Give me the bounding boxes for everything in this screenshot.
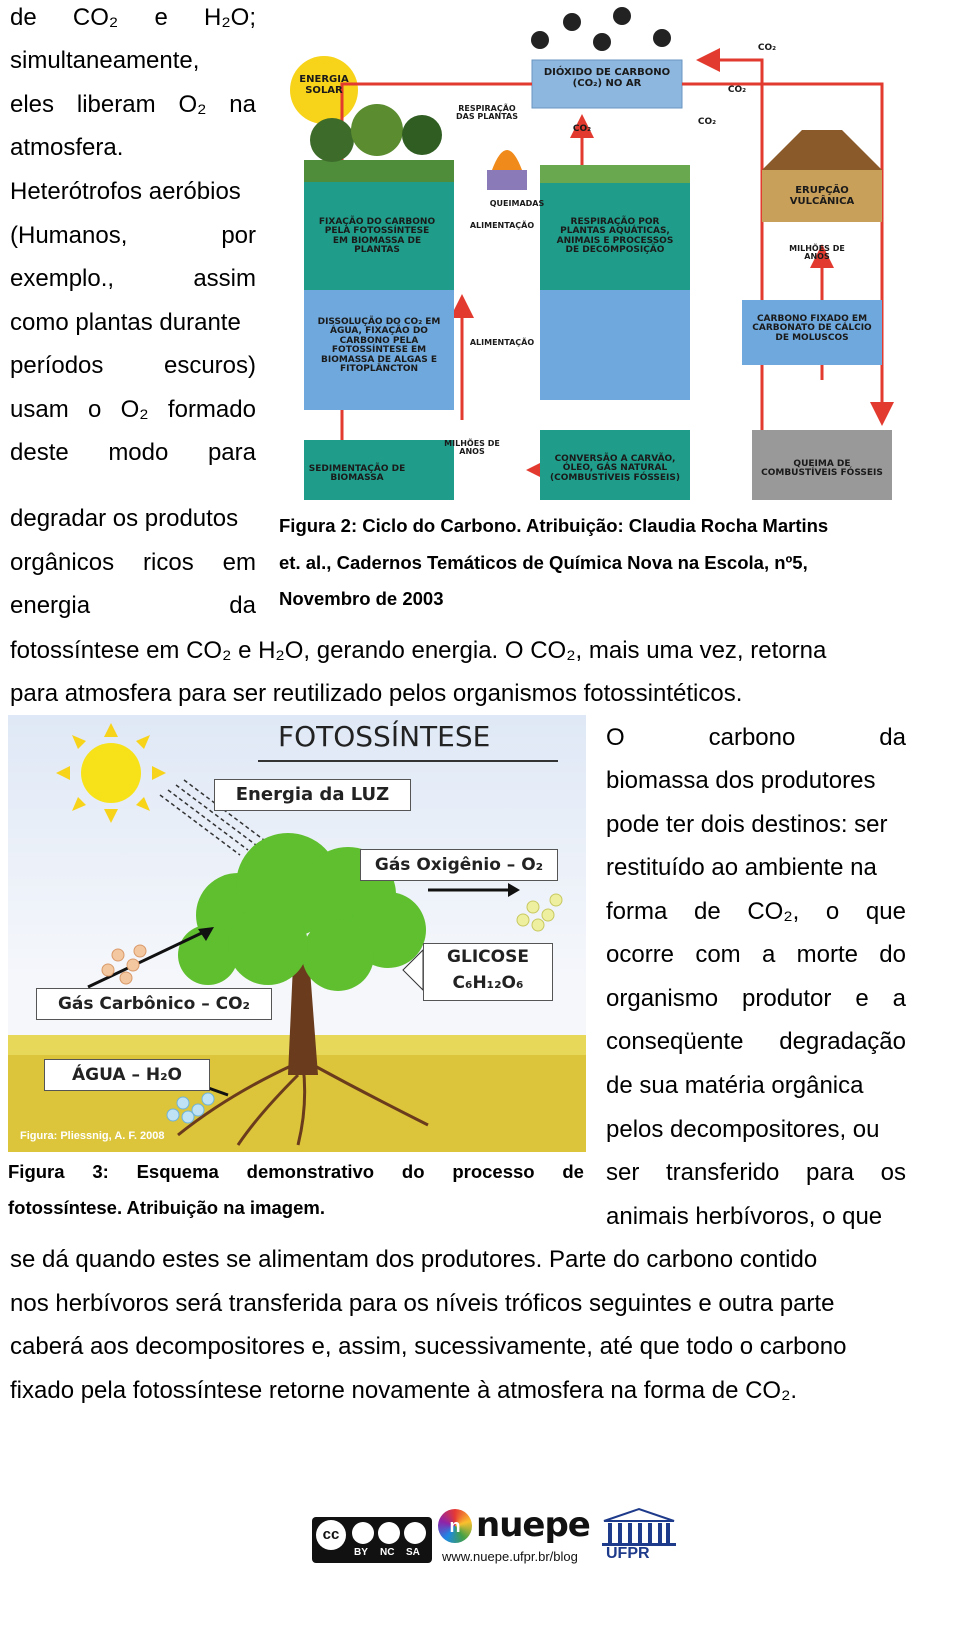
word: Heterótrofos aeróbios [10,178,241,205]
label-carbono-fixado: CARBONO FIXADO EM CARBONATO DE CÁLCIO DE MOLUSCOS [752,314,872,343]
figure3-credit: Figura: Pliessnig, A. F. 2008 [20,1130,165,1142]
word: orgânicos [10,549,115,576]
word: na [229,91,256,118]
word: liberam [76,91,156,118]
word: transferido [665,1159,780,1186]
word: H₂O; [204,4,256,31]
label-erupcao: ERUPÇÃO VULCÂNICA [789,185,855,207]
nc-badge: NC [380,1547,395,1558]
text-line [10,4,256,32]
caption-word: 3: [92,1161,109,1182]
word: CO₂ [72,4,119,31]
text-line [606,811,888,839]
word: o [87,396,102,423]
caption-word: do [401,1161,425,1182]
text-line [606,1072,863,1100]
text-line [606,898,906,926]
word: O₂ [120,396,149,423]
nuepe-logo [438,1505,598,1565]
text-line [10,265,256,293]
caption-word: de [562,1161,584,1182]
figure3-caption-line1 [8,1161,584,1183]
word: eles [10,91,55,118]
figure3-caption-line2: fotossíntese. Atribuição na imagem. [8,1197,325,1218]
text-line [10,439,256,467]
fire-icon [492,150,522,170]
text-line [606,1116,880,1144]
word: animais herbívoros, o que [606,1203,883,1230]
word: assim [193,265,256,292]
word: deste [10,439,69,466]
word: O₂ [178,91,207,118]
text-line [606,854,877,882]
word: para [805,1159,854,1186]
label-agua: ÁGUA – H₂O [44,1059,210,1091]
word: de [693,898,721,925]
text-line [606,767,875,795]
glicose-formula: C₆H₁₂O₆ [452,973,524,993]
word: modo [108,439,169,466]
word: ocorre [606,941,675,968]
label-dioxido: DIÓXIDO DE CARBONO (CO₂) NO AR [543,67,671,89]
word: produtor [742,985,832,1012]
word: simultaneamente, [10,47,200,74]
label-energia-luz: Energia da LUZ [214,779,411,811]
text-line [606,1203,882,1231]
label-co2-d: CO₂ [697,117,717,127]
text-line: fixado pela fotossíntese retorne novamente à atmosfera na forma de CO₂. [10,1377,798,1404]
label-co2-a: CO₂ [757,43,777,53]
word: períodos [10,352,104,379]
word: os [880,1159,906,1186]
nuepe-url: www.nuepe.ufpr.br/blog [442,1549,578,1564]
label-sedimentacao: SEDIMENTAÇÃO DE BIOMASSA [308,464,406,484]
word: energia [10,592,91,619]
middle-paragraph-line2: para atmosfera para ser reutilizado pelos organismos fotossintéticos. [10,680,743,707]
label-gas-carbonico: Gás Carbônico – CO₂ [36,988,272,1020]
word: exemplo., [10,265,115,292]
label-co2-b: CO₂ [727,85,747,95]
text-line [10,505,238,533]
label-co2-c: CO₂ [572,124,592,134]
ufpr-wordmark: UFPR [606,1545,650,1562]
label-alimentacao-1: ALIMENTAÇÃO [469,221,535,230]
word: em [222,549,256,576]
sun-icon [81,743,141,803]
word: CO₂, [747,898,800,925]
label-energia-solar: ENERGIA SOLAR [299,74,349,96]
text-line [10,91,256,119]
word: do [879,941,906,968]
figure2-caption-line1: Figura 2: Ciclo do Carbono. Atribuição: Claudia Rocha Martins [279,515,829,536]
word: a [892,985,906,1012]
label-gas-oxigenio: Gás Oxigênio – O₂ [360,849,558,881]
label-milhoes-2: MILHÕES DE ANOS [444,439,500,457]
caption-word: demonstrativo [246,1161,375,1182]
cc-circle-icon: cc [316,1520,346,1550]
word: da [229,592,256,619]
word: formado [167,396,256,423]
caption-word: Figura [8,1161,65,1182]
word: organismo [606,985,719,1012]
word: biomassa dos produtores [606,767,876,794]
word: para [207,439,256,466]
middle-paragraph-line1: fotossíntese em CO₂ e H₂O, gerando energia. O CO₂, mais uma vez, retorna [10,637,827,664]
nuepe-circle-icon: n [438,1509,472,1543]
sa-badge: SA [406,1547,420,1558]
word: com [695,941,741,968]
person-icon [352,1522,374,1544]
caption-word: Esquema [136,1161,219,1182]
word: degradar os produtos [10,505,239,532]
word: restituído ao ambiente na [606,854,877,881]
label-alimentacao-2: ALIMENTAÇÃO [469,338,535,347]
word: ser [606,1159,640,1186]
word: usam [10,396,69,423]
molecules-icon [531,7,671,51]
label-fixacao: FIXAÇÃO DO CARBONO PELA FOTOSSÍNTESE EM BIOMASSA DE PLANTAS [318,217,436,256]
text-line [10,47,199,75]
text-line [606,1028,906,1056]
figure3-title: FOTOSSÍNTESE [278,720,491,753]
text-line: nos herbívoros será transferida para os níveis tróficos seguintes e outra parte [10,1290,835,1317]
word: carbono [708,724,796,751]
label-respiracao-aquaticas: RESPIRAÇÃO POR PLANTAS AQUÁTICAS, ANIMAIS E PROCESSOS DE DECOMPOSIÇÃO [556,217,674,256]
figure2-caption-line3: Novembro de 2003 [279,588,444,609]
label-conversao: CONVERSÃO A CARVÃO, ÓLEO, GÁS NATURAL (COMBUSTÍVEIS FÓSSEIS) [550,454,680,483]
text-line [10,309,241,337]
ufpr-building-icon [600,1507,678,1547]
ufpr-logo [600,1507,678,1563]
text-line [10,592,256,620]
word: o [825,898,840,925]
word: forma [606,898,668,925]
text-line [10,549,256,577]
label-glicose [423,943,553,1001]
by-badge: BY [354,1547,368,1558]
word: da [879,724,906,751]
text-line: caberá aos decompositores e, assim, sucessivamente, até que todo o carbono [10,1333,847,1360]
glicose-word: GLICOSE [447,947,529,967]
share-alike-icon [404,1522,426,1544]
text-line [606,724,906,752]
word: por [221,222,256,249]
text-line [606,1159,906,1187]
label-queimadas: QUEIMADAS [489,199,545,208]
word: pode ter dois destinos: ser [606,811,888,838]
word: escuros) [163,352,256,379]
no-dollar-icon [378,1522,400,1544]
word: de sua matéria orgânica [606,1072,864,1099]
label-queima: QUEIMA DE COMBUSTÍVEIS FÓSSEIS [761,459,883,479]
text-line: se dá quando estes se alimentam dos produtores. Parte do carbono contido [10,1246,818,1273]
figure-carbon-cycle [282,0,910,503]
text-line [10,178,241,206]
word: morte [796,941,858,968]
label-milhoes-1: MILHÕES DE ANOS [789,244,845,262]
word: O [606,724,625,751]
word: atmosfera. [10,134,124,161]
word: (Humanos, [10,222,128,249]
word: a [761,941,776,968]
word: conseqüente [606,1028,744,1055]
word: e [855,985,869,1012]
o2-bubbles-icon [517,894,562,931]
text-line [10,134,123,162]
label-respiracao-plantas: RESPIRAÇÃO DAS PLANTAS [455,104,518,122]
text-line [606,941,906,969]
figure2-caption-line2: et. al., Cadernos Temáticos de Química Nova na Escola, nº5, [279,552,808,573]
caption-word: processo [452,1161,535,1182]
word: como plantas durante [10,309,241,336]
word: degradação [779,1028,906,1055]
word: de [10,4,37,31]
text-line [10,352,256,380]
word: que [865,898,906,925]
text-line [606,985,906,1013]
figure3-caption-justified [8,1161,584,1183]
text-line [10,396,256,424]
word: e [154,4,168,31]
nuepe-wordmark: nuepe [476,1505,590,1545]
word: ricos [143,549,194,576]
text-line [10,222,256,250]
word: pelos decompositores, ou [606,1116,880,1143]
figure-photosynthesis [8,715,586,1152]
cc-license-logo [312,1517,432,1563]
label-dissolucao: DISSOLUÇÃO DO CO₂ EM ÁGUA, FIXAÇÃO DO CARBONO PELA FOTOSSÍNTESE EM BIOMASSA DE ALGAS E FITOPLÂNCTON [317,317,441,375]
